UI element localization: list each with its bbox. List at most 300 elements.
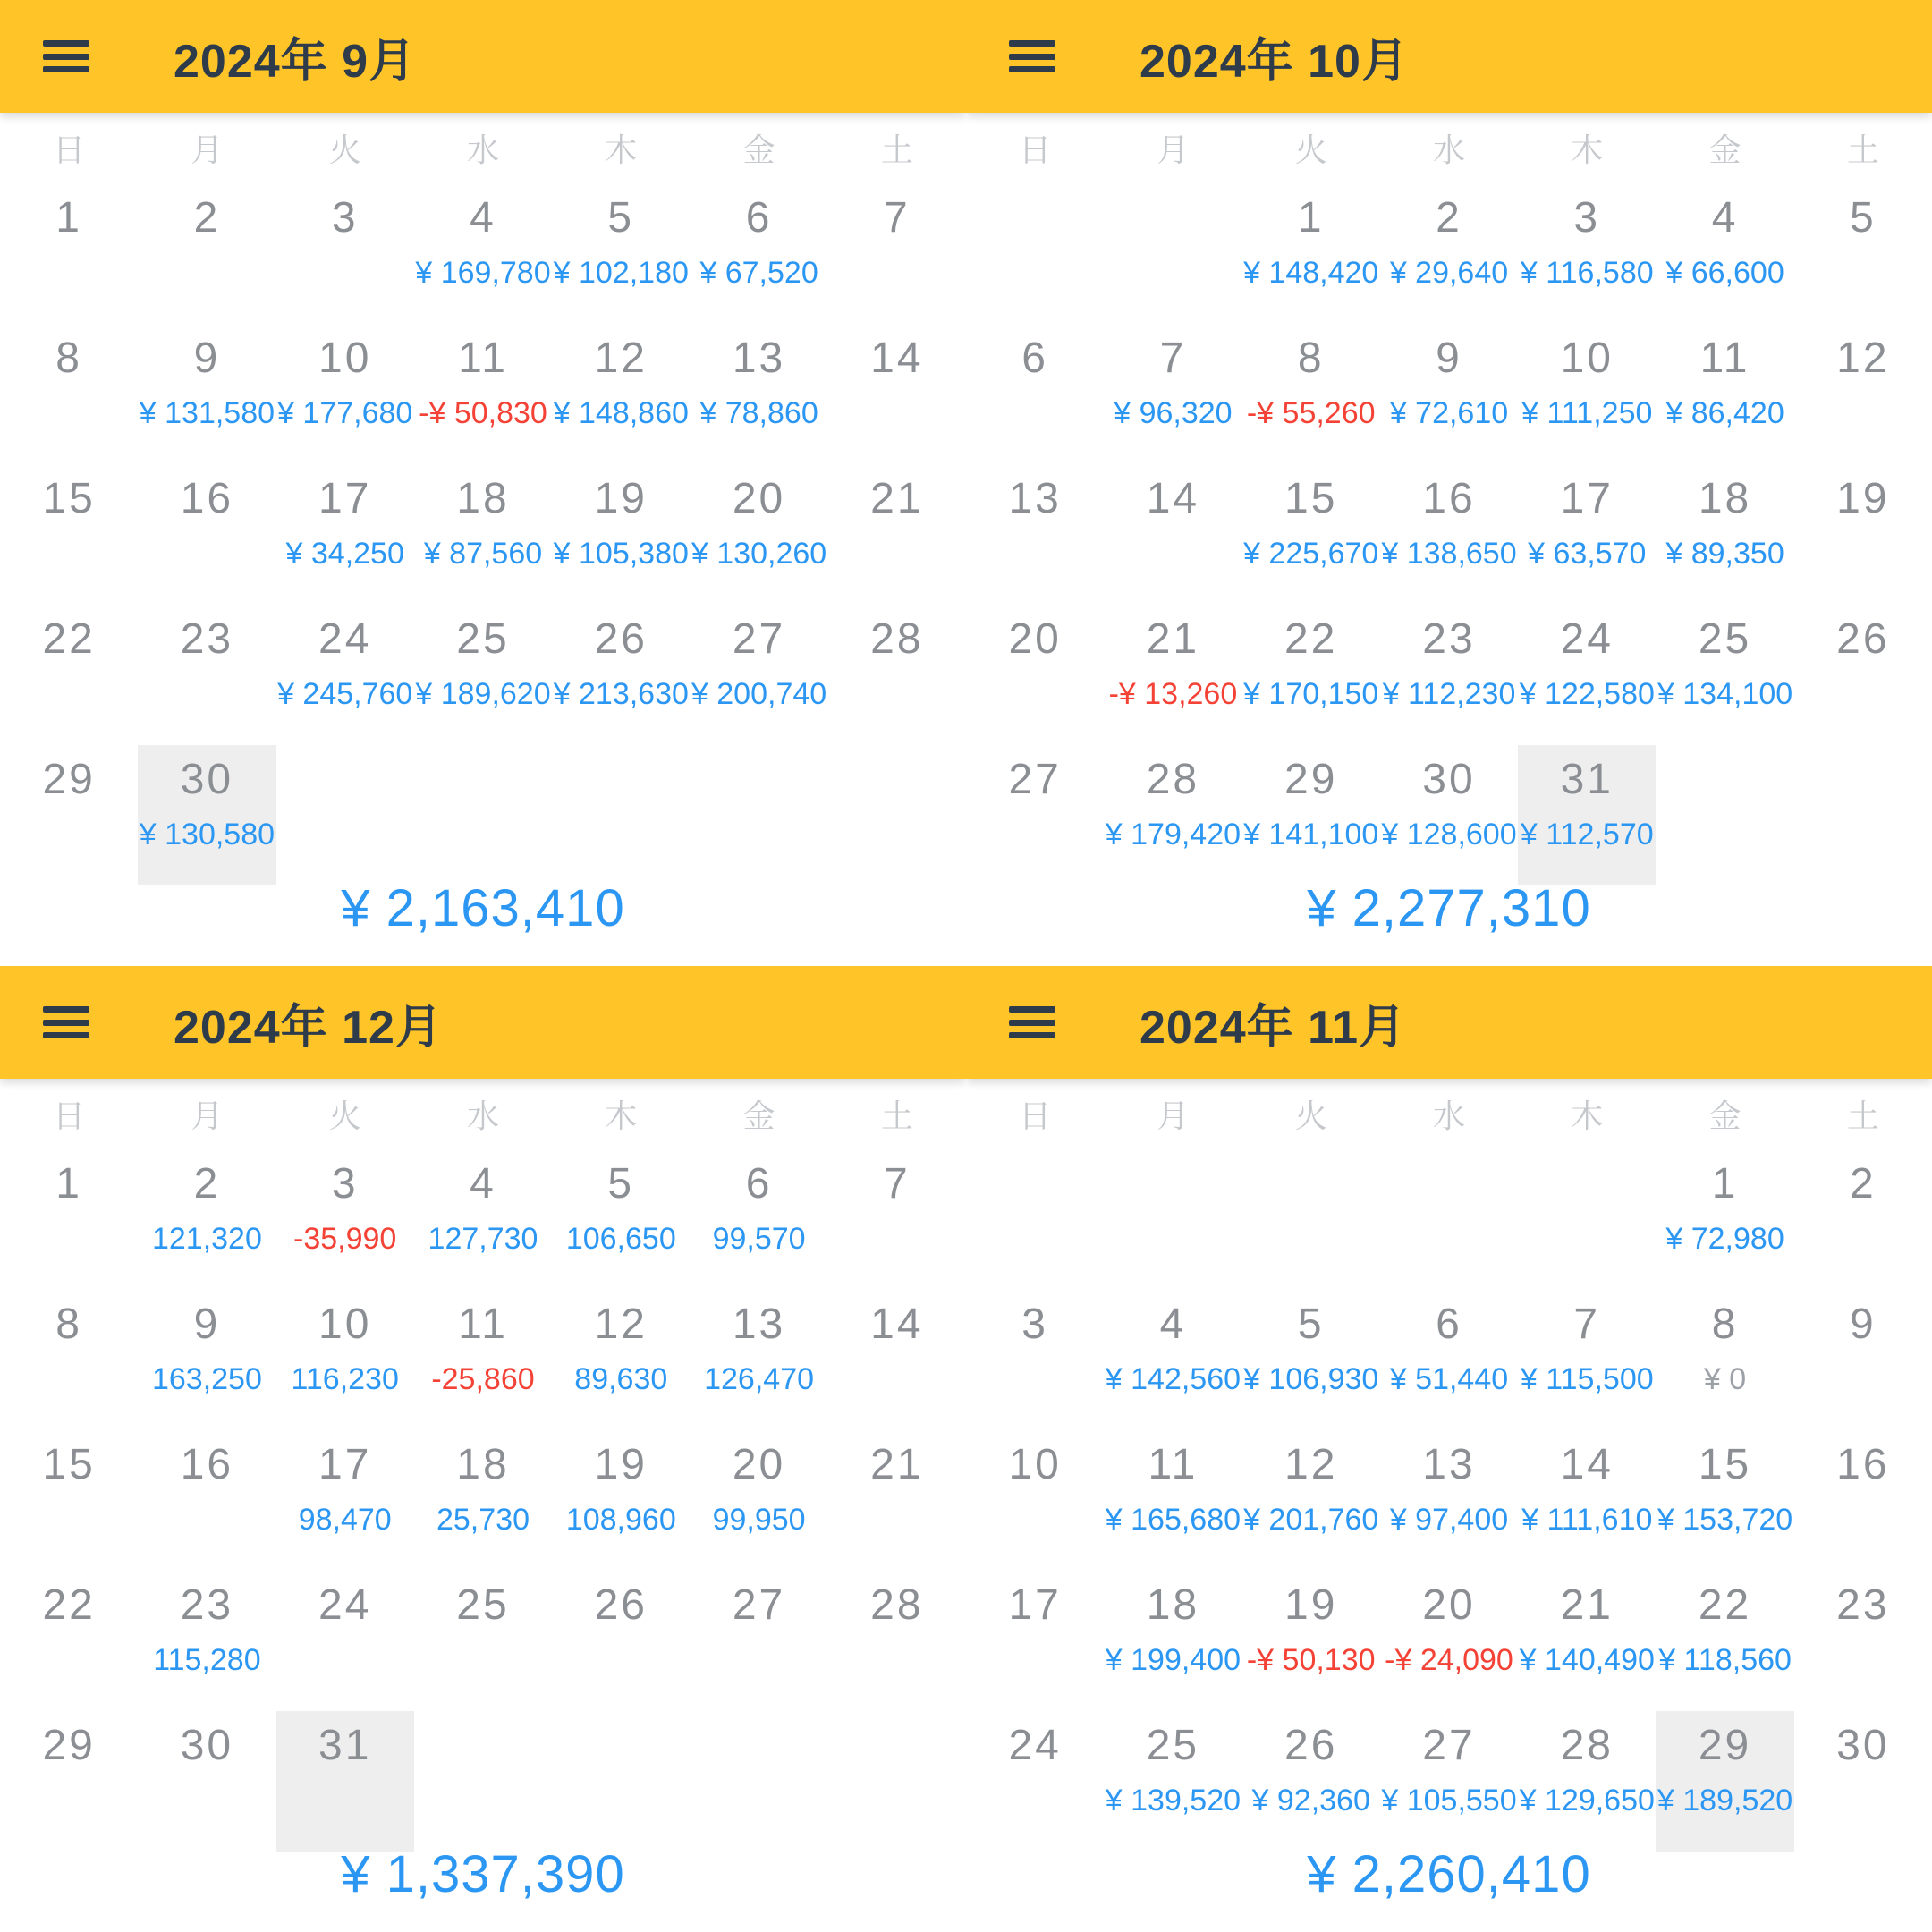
day-cell[interactable] <box>276 605 414 673</box>
date-number: 11 <box>458 1300 508 1348</box>
day-amount: ¥ 72,610 <box>1389 396 1509 430</box>
day-cell[interactable] <box>1104 1290 1241 1358</box>
day-amount-cell <box>1656 1639 1793 1711</box>
empty-amount-cell <box>690 1639 827 1711</box>
weekday-label: 土 <box>1846 1097 1879 1134</box>
empty-amount-cell <box>1656 813 1793 886</box>
day-cell[interactable] <box>276 1711 414 1779</box>
day-amount: 25,730 <box>436 1503 530 1537</box>
month-panel-october <box>966 0 1932 966</box>
day-cell[interactable] <box>1656 1711 1793 1779</box>
date-number: 16 <box>1836 1440 1890 1488</box>
weekday-label: 水 <box>1432 1097 1465 1134</box>
day-amount-cell <box>276 1358 414 1430</box>
date-number: 27 <box>1008 755 1062 803</box>
date-number: 21 <box>870 1440 924 1488</box>
date-number: 6 <box>1021 334 1048 382</box>
day-cell[interactable] <box>276 324 414 392</box>
day-cell[interactable] <box>1794 183 1932 251</box>
week-row <box>966 1711 1932 1852</box>
day-cell[interactable] <box>1518 1711 1656 1779</box>
date-number: 2 <box>1436 193 1462 242</box>
weekday-label: 水 <box>1432 131 1465 168</box>
weekday-label: 金 <box>1708 1097 1741 1134</box>
date-number: 19 <box>1284 1580 1338 1629</box>
date-number: 12 <box>1284 1440 1338 1488</box>
day-amount-cell <box>1656 1779 1793 1852</box>
date-number: 24 <box>1560 614 1614 663</box>
day-cell[interactable] <box>1104 745 1241 813</box>
day-cell[interactable] <box>1794 1571 1932 1639</box>
month-title: 2024年 11月 <box>1140 1001 1407 1054</box>
day-amount: ¥ 177,680 <box>277 396 413 430</box>
day-cell[interactable] <box>828 183 966 251</box>
empty-amount-cell <box>690 1779 827 1852</box>
day-amount-cell <box>1380 1498 1518 1571</box>
date-number: 2 <box>1850 1159 1877 1208</box>
day-cell[interactable] <box>0 324 138 392</box>
day-cell[interactable] <box>966 1711 1104 1779</box>
date-number: 19 <box>1836 474 1890 522</box>
menu-button[interactable] <box>41 38 91 74</box>
empty-amount-cell <box>966 532 1104 605</box>
day-amount: ¥ 29,640 <box>1389 256 1509 290</box>
day-cell[interactable] <box>414 1149 552 1217</box>
day-amount-cell <box>1242 532 1380 605</box>
month-header <box>966 0 1932 113</box>
day-cell[interactable] <box>690 464 827 532</box>
day-amount: 106,650 <box>565 1222 676 1256</box>
day-cell[interactable] <box>552 1149 690 1217</box>
day-amount: ¥ 130,260 <box>691 537 827 571</box>
day-cell[interactable] <box>1656 1571 1793 1639</box>
day-cell[interactable] <box>0 605 138 673</box>
empty-amount-cell <box>966 673 1104 745</box>
date-number: 28 <box>870 614 924 663</box>
date-number: 25 <box>456 614 510 663</box>
day-cell[interactable] <box>1518 1430 1656 1498</box>
week-row <box>966 1571 1932 1711</box>
day-cell[interactable] <box>414 1290 552 1358</box>
weekday-label: 木 <box>1571 1097 1604 1134</box>
day-cell[interactable] <box>1380 1430 1518 1498</box>
day-amount: ¥ 140,490 <box>1519 1643 1655 1677</box>
day-amount-cell <box>276 1217 414 1290</box>
day-cell[interactable] <box>1242 464 1380 532</box>
day-cell[interactable] <box>690 1149 827 1217</box>
day-cell[interactable] <box>1242 605 1380 673</box>
day-cell[interactable] <box>1794 1430 1932 1498</box>
day-amount: ¥ 106,930 <box>1243 1362 1379 1396</box>
day-amount: 89,630 <box>574 1362 668 1396</box>
day-cell[interactable] <box>690 1571 827 1639</box>
day-amount-cell <box>138 1639 275 1711</box>
day-cell[interactable] <box>0 745 138 813</box>
empty-amount-cell <box>552 1779 690 1852</box>
week-row <box>966 464 1932 605</box>
day-cell[interactable] <box>138 1711 275 1779</box>
day-cell[interactable] <box>1518 1571 1656 1639</box>
day-cell[interactable] <box>966 605 1104 673</box>
day-amount-cell <box>690 1217 827 1290</box>
day-cell[interactable] <box>138 745 275 813</box>
empty-day-cell <box>552 745 690 813</box>
month-title: 2024年 9月 <box>174 35 417 88</box>
day-cell[interactable] <box>828 324 966 392</box>
day-cell[interactable] <box>966 1290 1104 1358</box>
day-cell[interactable] <box>1794 324 1932 392</box>
date-number: 26 <box>1836 614 1890 663</box>
weekday-label: 火 <box>1294 131 1327 168</box>
day-amount-cell <box>1518 392 1656 464</box>
day-cell[interactable] <box>1380 324 1518 392</box>
day-amount-cell <box>1242 1498 1380 1571</box>
date-number: 25 <box>456 1580 510 1629</box>
date-number: 17 <box>1560 474 1614 522</box>
weekday-label: 日 <box>1019 1097 1052 1134</box>
day-cell[interactable] <box>1242 1711 1380 1779</box>
day-cell[interactable] <box>276 183 414 251</box>
empty-amount-cell <box>966 1639 1104 1711</box>
day-cell[interactable] <box>1380 1290 1518 1358</box>
day-cell[interactable] <box>1656 1430 1793 1498</box>
day-amount: 127,730 <box>428 1222 538 1256</box>
day-cell[interactable] <box>966 745 1104 813</box>
day-amount-cell <box>690 673 827 745</box>
day-cell[interactable] <box>1104 1430 1241 1498</box>
date-number: 14 <box>1560 1440 1614 1488</box>
day-cell[interactable] <box>414 1571 552 1639</box>
day-cell[interactable] <box>0 1290 138 1358</box>
day-amount-cell <box>276 673 414 745</box>
month-total: ¥ 2,163,410 <box>341 879 625 937</box>
day-amount: -¥ 55,260 <box>1246 396 1376 430</box>
day-cell[interactable] <box>138 1571 275 1639</box>
day-cell[interactable] <box>138 1430 275 1498</box>
day-amount: ¥ 63,570 <box>1528 537 1647 571</box>
day-amount-cell <box>1104 392 1241 464</box>
date-number: 27 <box>732 614 786 663</box>
day-cell[interactable] <box>1242 1571 1380 1639</box>
day-amount: ¥ 179,420 <box>1105 818 1241 852</box>
day-cell[interactable] <box>828 1290 966 1358</box>
day-amount: 163,250 <box>151 1362 262 1396</box>
day-amount: ¥ 66,600 <box>1665 256 1784 290</box>
date-number: 5 <box>607 1159 635 1208</box>
date-number: 30 <box>1422 755 1476 803</box>
day-cell[interactable] <box>1242 1430 1380 1498</box>
empty-day-cell <box>414 1711 552 1779</box>
day-cell[interactable] <box>0 1149 138 1217</box>
date-number: 26 <box>594 1580 648 1629</box>
date-number: 16 <box>1422 474 1476 522</box>
date-number: 17 <box>1008 1580 1062 1629</box>
date-number: 24 <box>1008 1721 1062 1769</box>
date-number: 7 <box>1573 1300 1601 1348</box>
day-cell[interactable] <box>1242 745 1380 813</box>
day-cell[interactable] <box>552 464 690 532</box>
day-cell[interactable] <box>414 324 552 392</box>
empty-amount-cell <box>1794 251 1932 324</box>
weekday-label: 水 <box>466 131 499 168</box>
date-number: 11 <box>1699 334 1750 382</box>
date-number: 10 <box>1008 1440 1062 1488</box>
hamburger-icon <box>1009 40 1055 47</box>
day-cell[interactable] <box>414 183 552 251</box>
empty-day-cell <box>1794 745 1932 813</box>
day-amount-cell <box>1656 392 1793 464</box>
day-cell[interactable] <box>1380 183 1518 251</box>
day-cell[interactable] <box>0 1571 138 1639</box>
weeks <box>966 1149 1932 1852</box>
date-number: 23 <box>180 614 234 663</box>
day-amount: ¥ 128,600 <box>1381 818 1517 852</box>
day-cell[interactable] <box>138 183 275 251</box>
day-amount-cell <box>1380 392 1518 464</box>
day-cell[interactable] <box>0 183 138 251</box>
day-cell[interactable] <box>1380 745 1518 813</box>
day-cell[interactable] <box>966 1571 1104 1639</box>
date-number: 9 <box>193 1300 221 1348</box>
empty-amount-cell <box>276 1639 414 1711</box>
week-row <box>0 1290 966 1430</box>
day-cell[interactable] <box>1656 1290 1793 1358</box>
day-amount: ¥ 34,250 <box>285 537 404 571</box>
day-amount-cell <box>1656 673 1793 745</box>
date-number: 21 <box>1560 1580 1614 1629</box>
day-cell[interactable] <box>1656 464 1793 532</box>
day-cell[interactable] <box>966 324 1104 392</box>
month-panel-september <box>0 0 966 966</box>
date-number: 6 <box>1436 1300 1462 1348</box>
date-number: 4 <box>470 1159 496 1208</box>
date-number: 28 <box>1560 1721 1614 1769</box>
day-amount: ¥ 51,440 <box>1389 1362 1509 1396</box>
day-amount-cell <box>1242 1639 1380 1711</box>
day-cell[interactable] <box>1656 1149 1793 1217</box>
day-cell[interactable] <box>966 464 1104 532</box>
date-number: 29 <box>1284 755 1338 803</box>
day-cell[interactable] <box>690 1430 827 1498</box>
day-cell[interactable] <box>1104 464 1241 532</box>
day-cell[interactable] <box>1242 183 1380 251</box>
empty-amount-cell <box>1104 1217 1241 1290</box>
day-amount: ¥ 92,360 <box>1251 1784 1370 1818</box>
day-amount-cell <box>690 1358 827 1430</box>
empty-amount-cell <box>1794 813 1932 886</box>
date-number: 26 <box>594 614 648 663</box>
day-cell[interactable] <box>1104 1571 1241 1639</box>
day-cell[interactable] <box>552 183 690 251</box>
day-cell[interactable] <box>138 1290 275 1358</box>
day-cell[interactable] <box>1518 605 1656 673</box>
day-amount: ¥ 87,560 <box>423 537 543 571</box>
day-cell[interactable] <box>276 1290 414 1358</box>
day-amount: -¥ 50,830 <box>419 396 547 430</box>
day-cell[interactable] <box>690 605 827 673</box>
day-cell[interactable] <box>1518 745 1656 813</box>
day-amount-cell <box>552 392 690 464</box>
day-cell[interactable] <box>828 1571 966 1639</box>
day-cell[interactable] <box>1380 1571 1518 1639</box>
weeks <box>0 183 966 886</box>
day-cell[interactable] <box>552 605 690 673</box>
weekday-label: 日 <box>53 1097 86 1134</box>
date-number: 5 <box>1850 193 1877 242</box>
day-cell[interactable] <box>1794 464 1932 532</box>
empty-amount-cell <box>1380 1217 1518 1290</box>
empty-amount-cell <box>828 532 966 605</box>
day-cell[interactable] <box>1518 324 1656 392</box>
empty-amount-cell <box>138 1779 275 1852</box>
day-cell[interactable] <box>1656 324 1793 392</box>
date-number: 12 <box>594 1300 648 1348</box>
day-amount: ¥ 89,350 <box>1665 537 1784 571</box>
empty-day-cell <box>1380 1149 1518 1217</box>
date-number: 7 <box>884 1159 911 1208</box>
empty-amount-cell <box>0 1779 138 1852</box>
day-amount-cell <box>1380 673 1518 745</box>
day-cell[interactable] <box>1380 464 1518 532</box>
day-cell[interactable] <box>828 464 966 532</box>
day-cell[interactable] <box>276 1430 414 1498</box>
day-cell[interactable] <box>414 605 552 673</box>
day-cell[interactable] <box>1794 1711 1932 1779</box>
day-amount-cell <box>1656 1358 1793 1430</box>
day-cell[interactable] <box>276 1571 414 1639</box>
month-panel-december <box>0 966 966 1932</box>
day-amount: -¥ 13,260 <box>1108 677 1238 711</box>
day-cell[interactable] <box>1794 1290 1932 1358</box>
day-cell[interactable] <box>1104 605 1241 673</box>
day-amount-cell <box>690 532 827 605</box>
day-amount: -¥ 24,090 <box>1385 1643 1513 1677</box>
day-cell[interactable] <box>1104 1711 1241 1779</box>
day-cell[interactable] <box>1242 1290 1380 1358</box>
day-cell[interactable] <box>1380 605 1518 673</box>
date-number: 4 <box>470 193 496 242</box>
date-number: 31 <box>318 1721 372 1769</box>
day-cell[interactable] <box>414 1430 552 1498</box>
day-cell[interactable] <box>1794 1149 1932 1217</box>
day-cell[interactable] <box>552 1430 690 1498</box>
day-cell[interactable] <box>138 464 275 532</box>
day-amount-cell <box>414 1498 552 1571</box>
empty-amount-cell <box>828 1358 966 1430</box>
empty-amount-cell <box>828 673 966 745</box>
day-cell[interactable] <box>0 464 138 532</box>
day-amount: ¥ 122,580 <box>1519 677 1655 711</box>
month-total: ¥ 2,277,310 <box>1307 879 1591 937</box>
menu-button[interactable] <box>1007 38 1057 74</box>
date-number: 23 <box>180 1580 234 1629</box>
day-cell[interactable] <box>552 1571 690 1639</box>
day-amount: ¥ 245,760 <box>277 677 413 711</box>
empty-amount-cell <box>828 251 966 324</box>
date-number: 9 <box>1436 334 1462 382</box>
day-amount: 126,470 <box>704 1362 815 1396</box>
day-cell[interactable] <box>0 1430 138 1498</box>
day-amount: ¥ 189,620 <box>415 677 551 711</box>
day-cell[interactable] <box>966 1430 1104 1498</box>
empty-amount-cell <box>276 251 414 324</box>
day-cell[interactable] <box>828 1149 966 1217</box>
day-amount: ¥ 112,230 <box>1382 677 1516 711</box>
day-cell[interactable] <box>1104 324 1241 392</box>
day-cell[interactable] <box>1794 605 1932 673</box>
date-number: 12 <box>594 334 648 382</box>
date-number: 22 <box>42 1580 96 1629</box>
day-cell[interactable] <box>1518 1290 1656 1358</box>
day-amount: ¥ 201,760 <box>1243 1503 1379 1537</box>
empty-amount-cell <box>138 673 275 745</box>
day-amount: ¥ 131,580 <box>139 396 275 430</box>
date-number: 18 <box>1698 474 1752 522</box>
menu-button[interactable] <box>1007 1004 1057 1040</box>
day-cell[interactable] <box>0 1711 138 1779</box>
empty-amount-cell <box>966 1217 1104 1290</box>
week-row <box>966 1149 1932 1290</box>
date-number: 6 <box>745 193 773 242</box>
day-cell[interactable] <box>1380 1711 1518 1779</box>
day-cell[interactable] <box>276 1149 414 1217</box>
date-number: 14 <box>870 1300 924 1348</box>
day-cell[interactable] <box>828 1430 966 1498</box>
day-amount: ¥ 141,100 <box>1243 818 1379 852</box>
day-cell[interactable] <box>1656 605 1793 673</box>
date-number: 25 <box>1698 614 1752 663</box>
empty-amount-cell <box>1104 251 1241 324</box>
day-cell[interactable] <box>1656 183 1793 251</box>
day-cell[interactable] <box>138 1149 275 1217</box>
day-amount-cell <box>690 392 827 464</box>
menu-button[interactable] <box>41 1004 91 1040</box>
day-cell[interactable] <box>1518 464 1656 532</box>
weekday-label: 土 <box>880 131 913 168</box>
day-cell[interactable] <box>690 324 827 392</box>
day-amount: ¥ 139,520 <box>1105 1784 1241 1818</box>
week-row <box>0 1149 966 1290</box>
date-number: 18 <box>1146 1580 1200 1629</box>
day-amount: ¥ 130,580 <box>139 818 275 852</box>
day-cell[interactable] <box>828 605 966 673</box>
empty-day-cell <box>828 745 966 813</box>
week-row <box>966 324 1932 464</box>
day-cell[interactable] <box>552 324 690 392</box>
weekday-label: 土 <box>880 1097 913 1134</box>
day-amount: ¥ 116,580 <box>1520 256 1654 290</box>
day-cell[interactable] <box>1242 324 1380 392</box>
date-number: 11 <box>458 334 508 382</box>
empty-amount-cell <box>0 813 138 886</box>
day-amount: ¥ 148,420 <box>1243 256 1379 290</box>
day-amount-cell <box>1104 1358 1241 1430</box>
day-amount: -¥ 50,130 <box>1246 1643 1376 1677</box>
day-cell[interactable] <box>276 464 414 532</box>
day-cell[interactable] <box>414 464 552 532</box>
day-amount-cell <box>552 1358 690 1430</box>
date-number: 13 <box>1422 1440 1476 1488</box>
day-cell[interactable] <box>690 183 827 251</box>
day-cell[interactable] <box>138 324 275 392</box>
day-amount-cell <box>1518 1639 1656 1711</box>
day-cell[interactable] <box>1518 183 1656 251</box>
week-row <box>0 183 966 324</box>
day-cell[interactable] <box>690 1290 827 1358</box>
empty-amount-cell <box>1794 673 1932 745</box>
day-cell[interactable] <box>138 605 275 673</box>
day-cell[interactable] <box>552 1290 690 1358</box>
